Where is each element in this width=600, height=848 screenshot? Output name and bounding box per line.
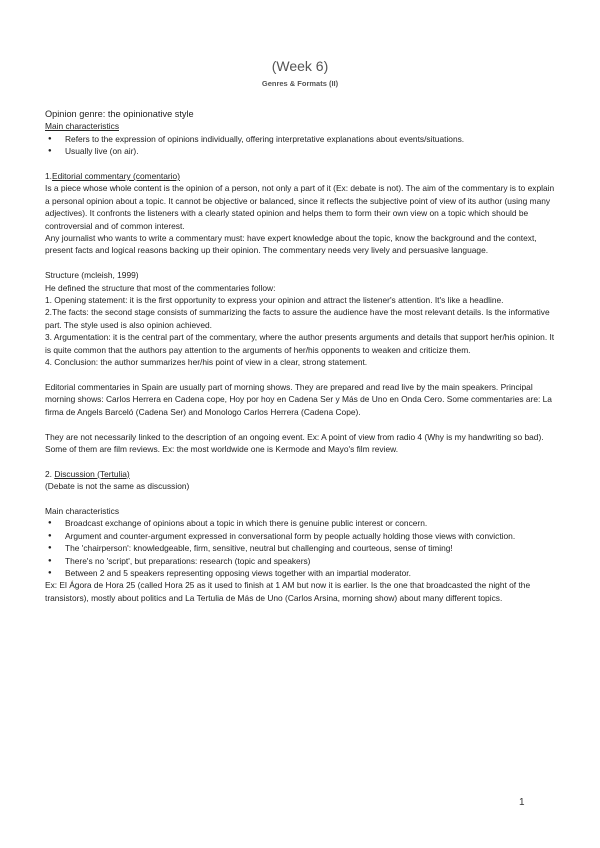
paragraph: Some of them are film reviews. Ex: the most worldwide one is Kermode and Mayo's film review. [45,443,399,454]
main-characteristics-label: Main characteristics [45,505,120,516]
page-title: (Week 6) [271,58,329,74]
section-number: 1. [45,171,52,182]
discussion-note: (Debate is not the same as discussion) [45,481,190,492]
list-item: ● Argument and counter-argument expressed in conversational form by people actually holding those views with conviction. [45,530,560,542]
paragraph: He defined the structure that most of the commentaries follow: [45,282,276,293]
structure-step: 2.The facts: the second stage consists of summarizing the facts to assure the audience have the most relevant details. Is the informative part. The style used is also opinion achieved. [45,307,550,330]
structure-step: 4. Conclusion: the author summarizes her/his point of view in a clear, strong statement. [45,357,368,368]
list-item: ● Refers to the expression of opinions individually, offering interpretative explanations about events/situations. [45,133,560,145]
paragraph: Ex: El Ágora de Hora 25 (called Hora 25 as it used to finish at 1 AM but now it is earlier. Is the one that broadcasted the night of the transistors), mostly about politics and La Tertulia de Más de Uno (Carlos Arsina, morning show) about many different topics. [45,580,531,603]
structure-step: 3. Argumentation: it is the central part of the commentary, where the author presents arguments and details that support her/his opinion. It is quite common that the authors pay attention to the arguments of her/his opponents to weaken and criticize them. [45,332,555,355]
section-heading-editorial [45,170,560,182]
list-item: ● There's no 'script', but preparations: research (topic and speakers) [45,555,560,567]
list-item: ● Broadcast exchange of opinions about a topic in which there is genuine public interest or concern. [45,517,560,529]
list-item: ● The 'chairperson': knowledgeable, firm, sensitive, neutral but challenging and courteous, sense of timing! [45,542,560,554]
paragraph: Editorial commentaries in Spain are usually part of morning shows. They are prepared and read live by the main speakers. Principal morning shows: Carlos Herrera en Cadena cope, Hoy por hoy en Cadena Ser y Más de Uno en Onda Cero. Some commentaries are: La firma de Angels Barceló (Cadena Ser) and Monologo Carlos Herrera (Cadena Cope). [45,381,552,417]
section-number: 2. [45,468,55,479]
structure-heading: Structure (mcleish, 1999) [45,270,139,281]
list-item: ● Between 2 and 5 speakers representing opposing views together with an impartial moderator. [45,567,560,579]
section-heading-opinion: Opinion genre: the opinionative style [45,109,194,119]
discussion-bullet-list [45,517,560,579]
discussion-heading: Discussion (Tertulia) [54,468,130,479]
paragraph: Any journalist who wants to write a commentary must: have expert knowledge about the topic, know the background and the context, present facts and logical reasons backing up their opinion. The commentary needs very lively and persuasive language. [45,233,537,256]
opinion-bullet-list [45,133,560,158]
paragraph: Is a piece whose whole content is the opinion of a person, not only a part of it (Ex: debate is not). The aim of the commentary is to explain a personal opinion about a topic. It cannot be objective or balanced, since it reflects the subjective point of view of its author (using many adjectives). It confronts the listeners with a clearly stated opinion and helps them to form their own view on a topic which should be controversial and of common interest. [45,183,555,231]
list-item: ● Usually live (on air). [45,145,560,157]
section-heading-discussion [45,468,560,480]
paragraph: They are not necessarily linked to the description of an ongoing event. Ex: A point of view from radio 4 (Why is my handwriting so bad). [45,431,544,442]
main-characteristics-label: Main characteristics [45,121,120,132]
document-body [45,108,560,604]
editorial-heading: Editorial commentary (comentario) [52,171,180,182]
page-number: 1 [519,797,525,808]
structure-step: 1. Opening statement: it is the first opportunity to express your opinion and attract the listener's attention. It's like a headline. [45,295,504,306]
page-subtitle: Genres & Formats (II) [261,79,339,88]
